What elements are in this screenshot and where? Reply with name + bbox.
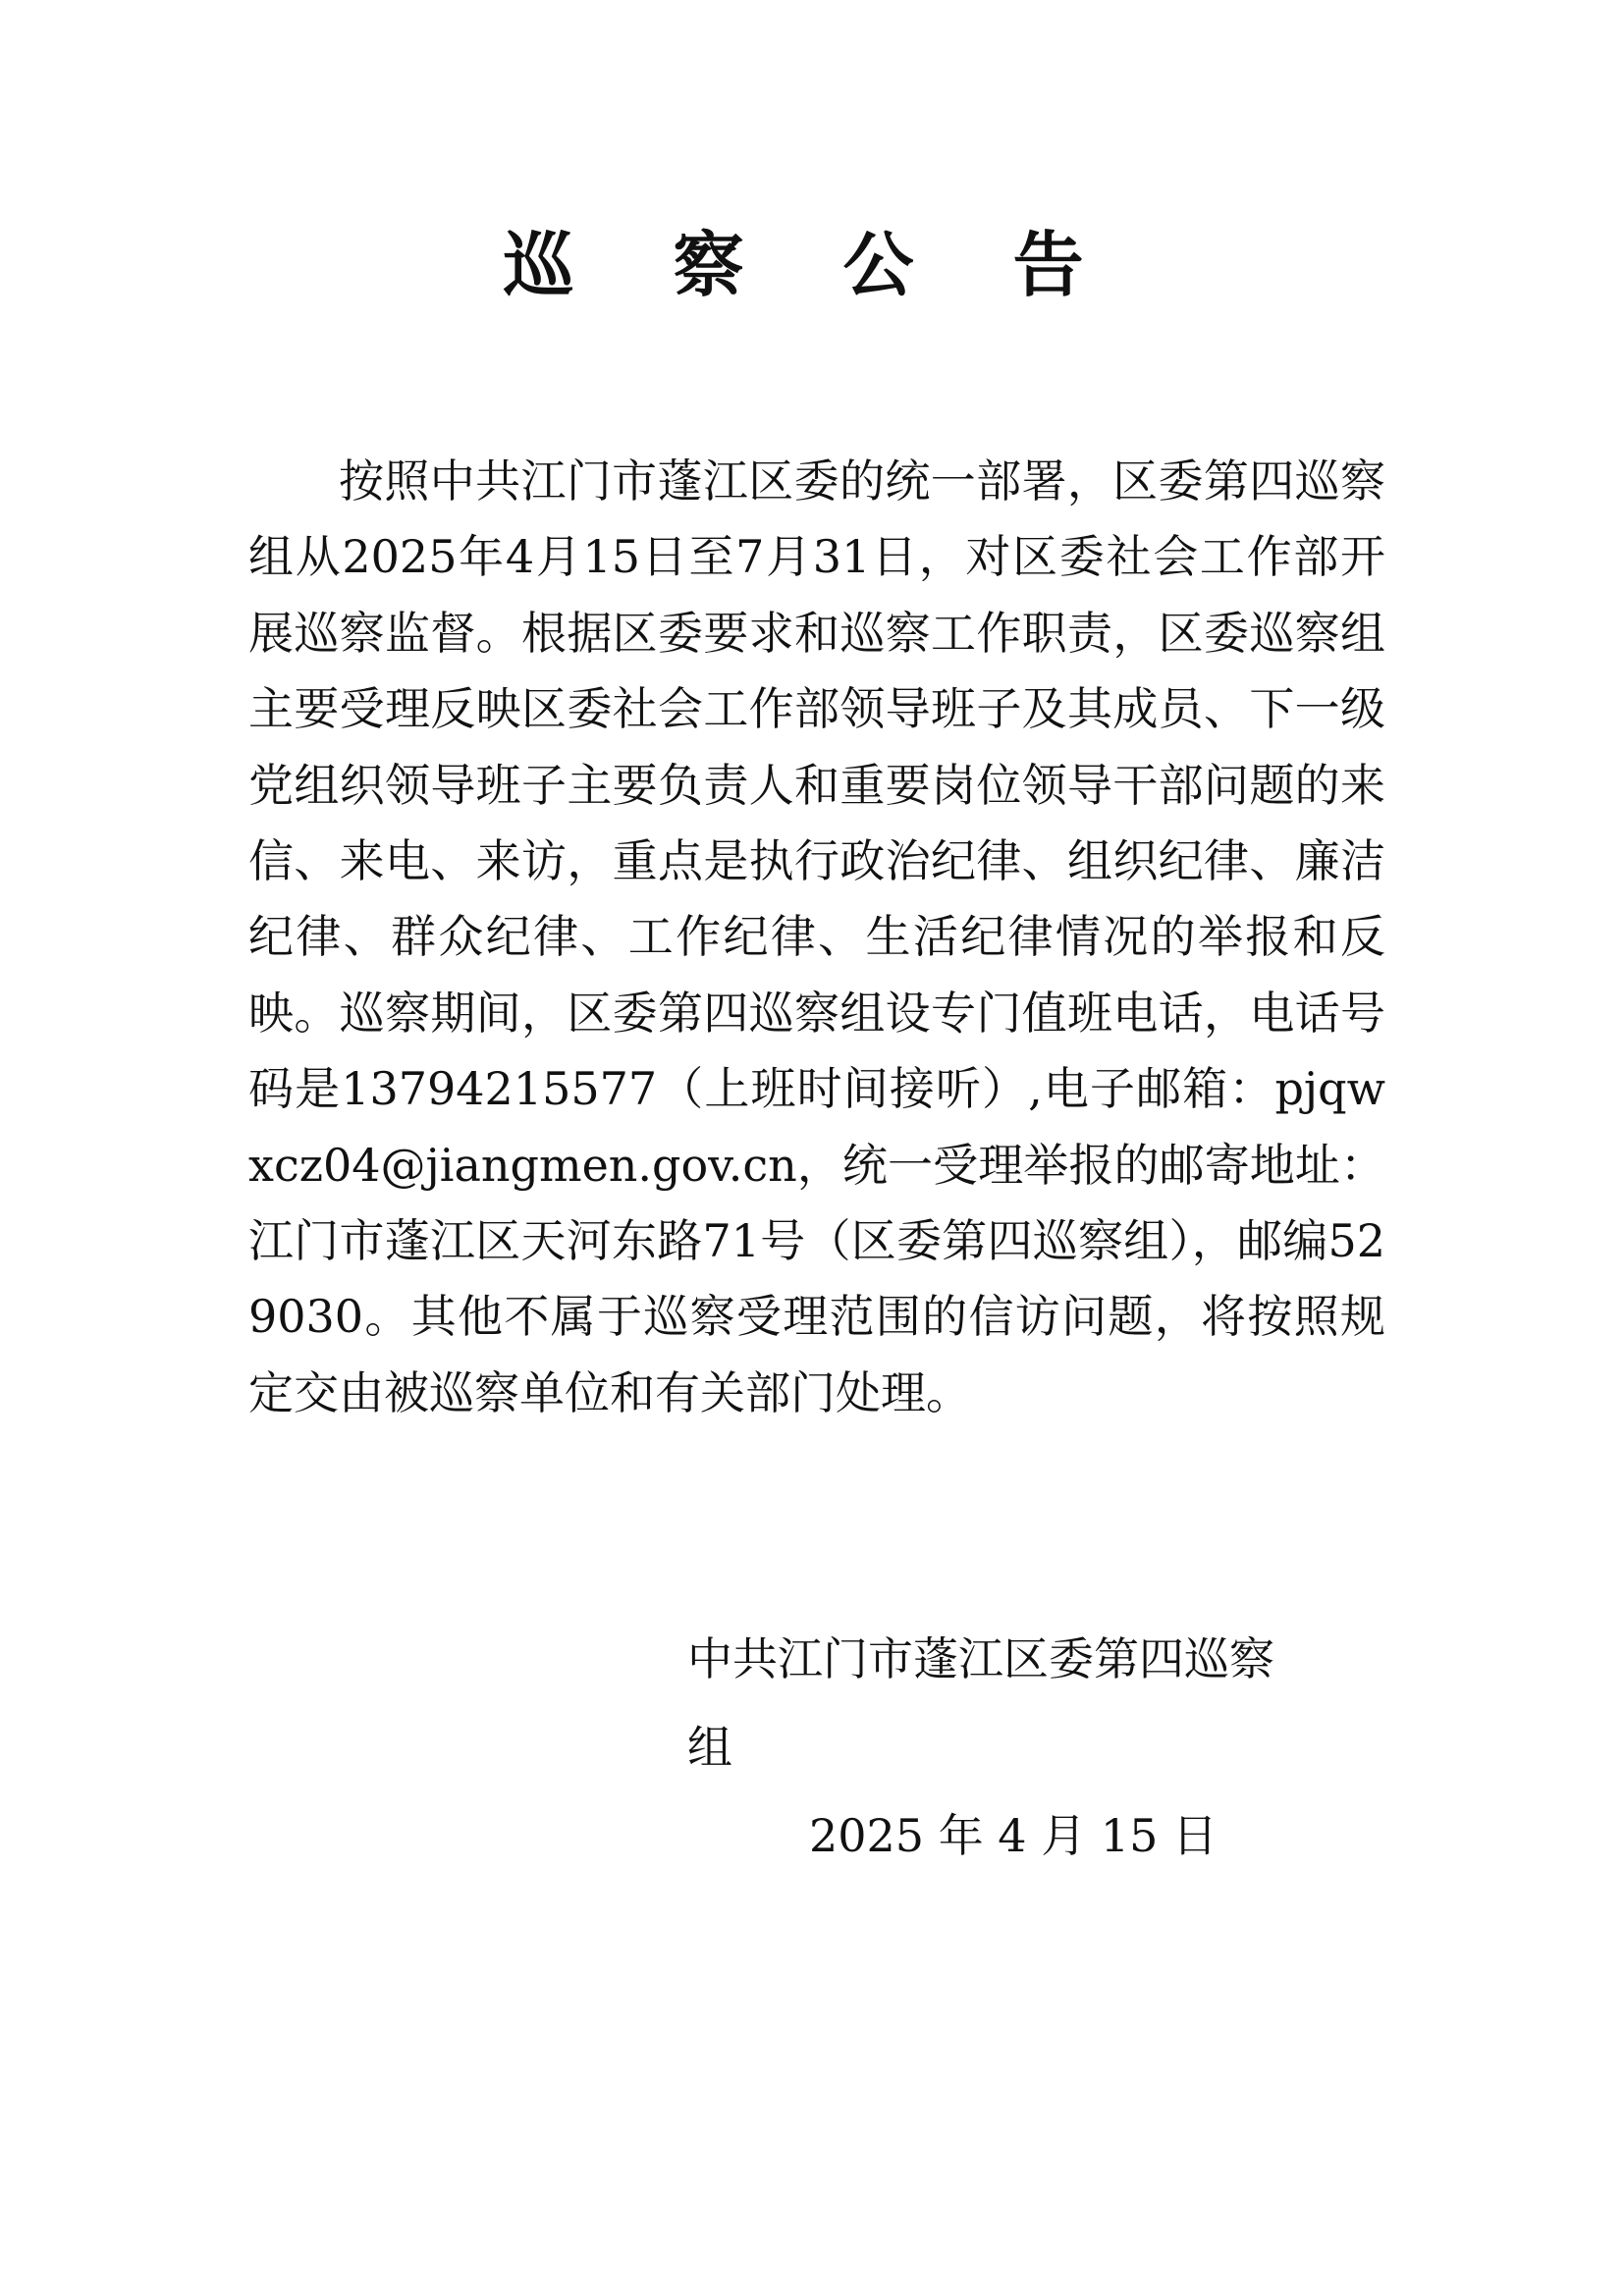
signature-organization: 中共江门市蓬江区委第四巡察组 [687, 1632, 1274, 1774]
document-title: 巡 察 公 告 [503, 223, 1121, 306]
body-paragraph: 按照中共江门市蓬江区委的统一部署，区委第四巡察组从2025年4月15日至7月31日，对区委社会工作部开展巡察监督。根据区委要求和巡察工作职责，区委巡察组主要受理反映区委社会工作部领导班子及其成员、下一级党组织领导班子主要负责人和重要岗位领导干部问题的来信、来电、来访，重点是执行政治纪律、组织纪律、廉洁纪律、群众纪律、工作纪律、生活纪律情况的举报和反映。巡察期间，区委第四巡察组设专门值班电话，电话号码是13794215577（上班时间接听）,电子邮箱：pjqwxcz04@jiangmen.gov.cn，统一受理举报的邮寄地址：江门市蓬江区天河东路71号（区委第四巡察组），邮编529030。其他不属于巡察受理范围的信访问题，将按照规定交由被巡察单位和有关部门处理。 [248, 454, 1385, 1419]
document-body [248, 444, 1385, 1431]
signature-date: 2025 年 4 月 15 日 [809, 1809, 1218, 1862]
signature-block [687, 1615, 1296, 1880]
